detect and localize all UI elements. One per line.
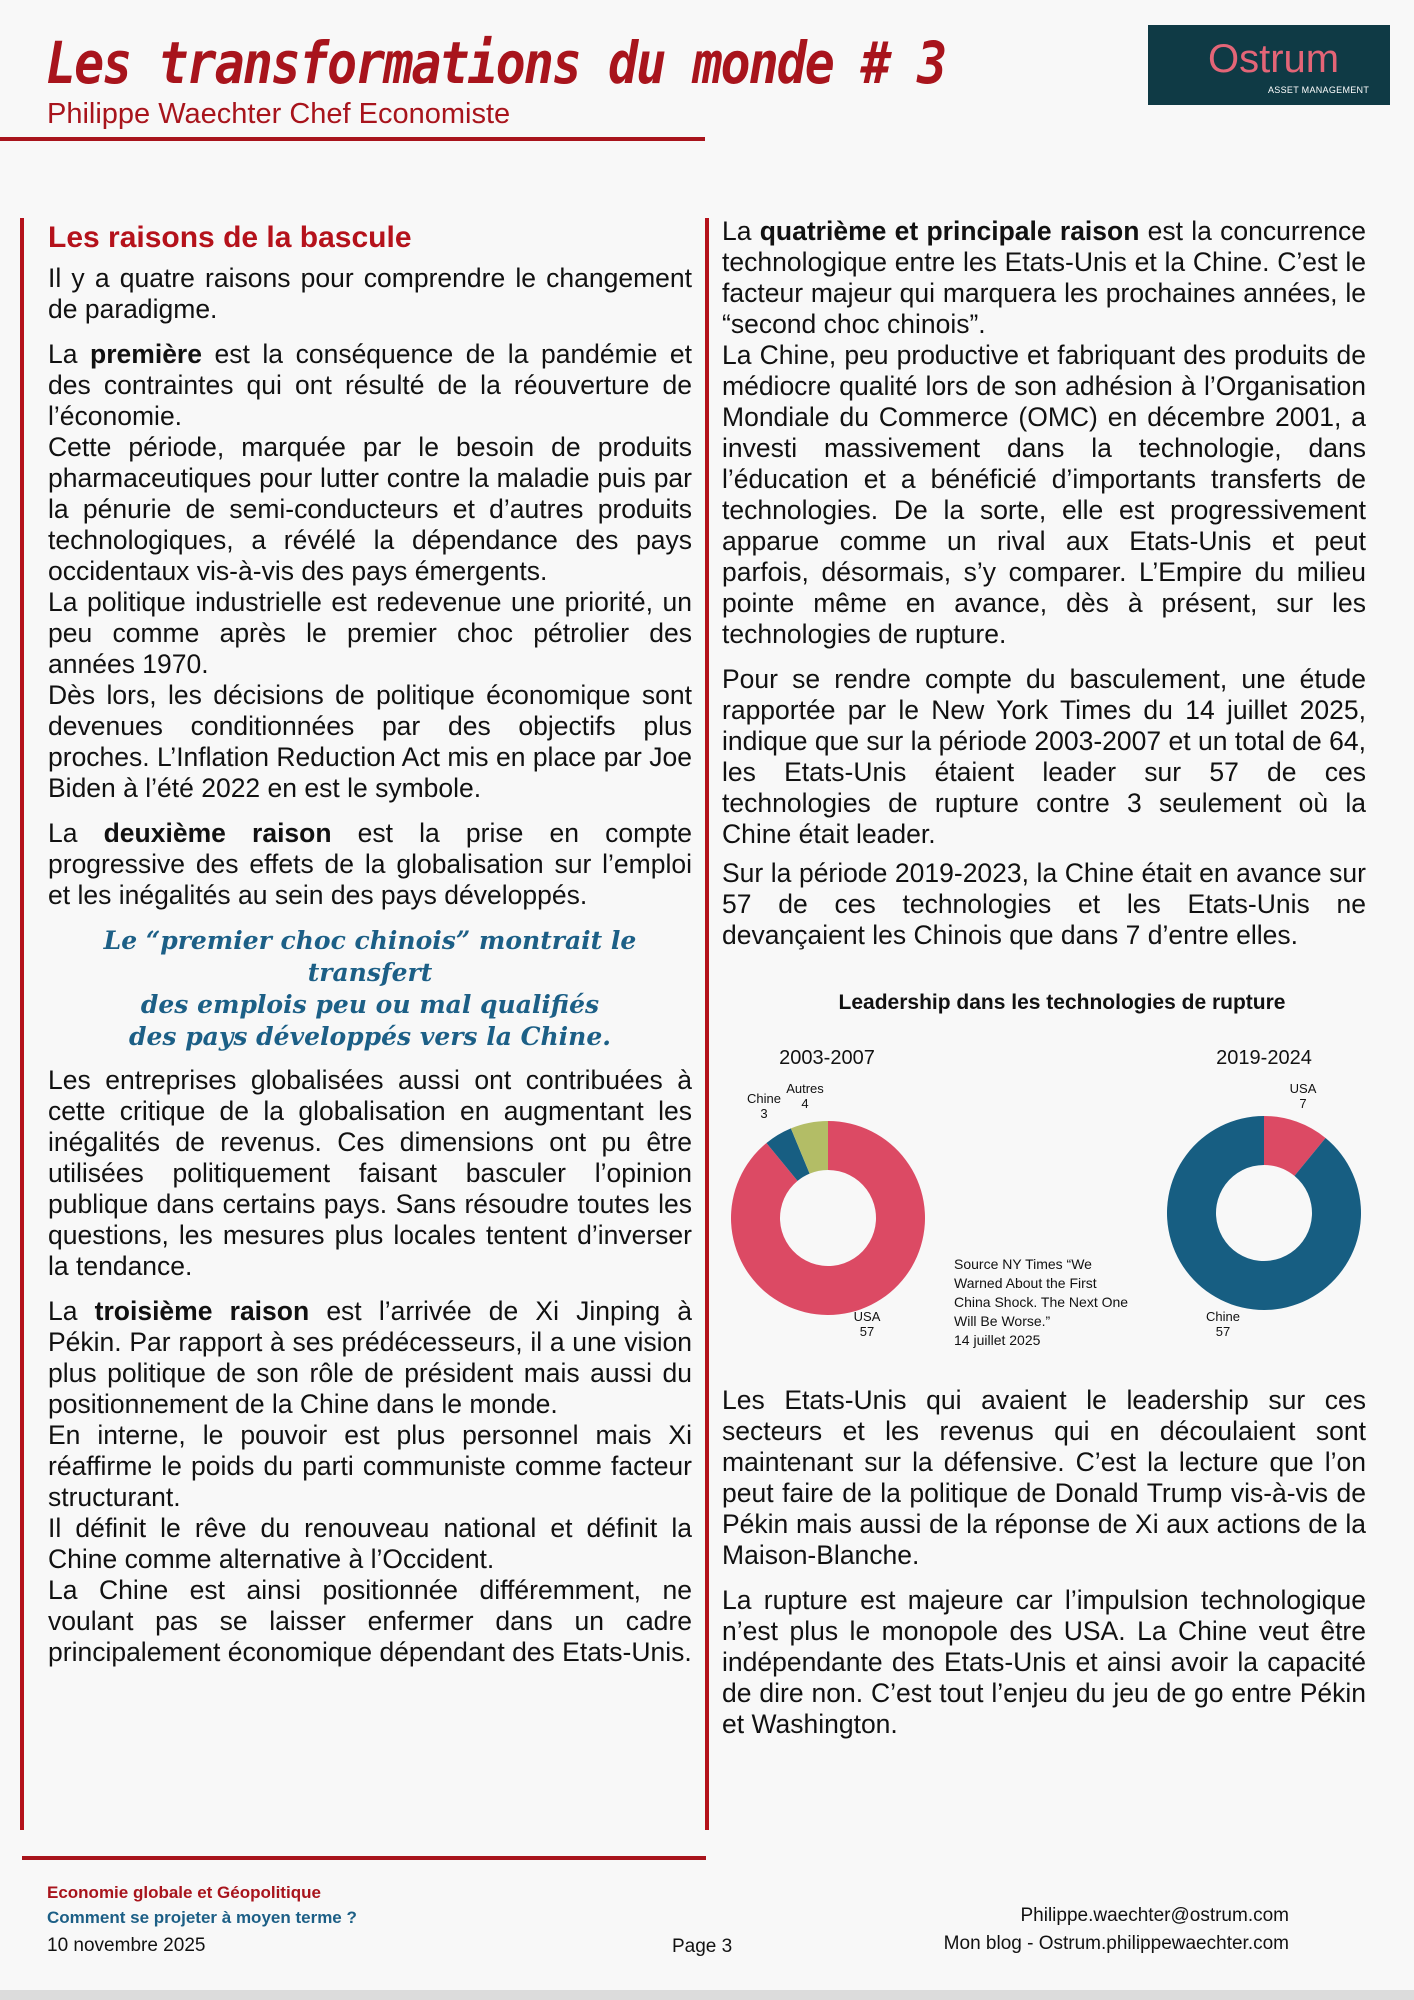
- paragraph: Les Etats-Unis qui avaient le leadership sur ces secteurs et les revenus qui en découlaient sont maintenant sur la défensive. C’est la lecture que l’on peut faire de la politique de Donald Trump vis-à-vis de Pékin mais aussi de la réponse de Xi aux actions de la Maison-Blanche.: [722, 1385, 1366, 1570]
- ostrum-logo: [1148, 25, 1390, 105]
- paragraph: La politique industrielle est redevenue une priorité, un peu comme après le premier choc pétrolier des années 1970.: [48, 587, 692, 679]
- paragraph: En interne, le pouvoir est plus personnel mais Xi réaffirme le poids du parti communiste comme facteur structurant.: [48, 1420, 692, 1512]
- paragraph: La Chine, peu productive et fabriquant des produits de médiocre qualité lors de son adhésion à l’Organisation Mondiale du Commerce (OMC) en décembre 2001, a investi massivement dans la technologie, dans l’éducation et a bénéficié d’importants transferts de technologies. De la sorte, elle est progressivement apparue comme un rival aux Etats-Unis et peut parfois, désormais, s’y comparer. L’Empire du milieu pointe même en avance, dès à présent, sur les technologies de rupture.: [722, 340, 1366, 649]
- logo-name: Ostrum: [1208, 37, 1340, 81]
- paragraph: La Chine est ainsi positionnée différemment, ne voulant pas se laisser enfermer dans un cadre principalement économique dépendant des Etats-Unis.: [48, 1575, 692, 1667]
- left-column-bar: [20, 218, 24, 1830]
- right-column-bar: [705, 218, 709, 1830]
- footer-question: Comment se projeter à moyen terme ?: [47, 1908, 357, 1927]
- paragraph: Cette période, marquée par le besoin de produits pharmaceutiques pour lutter contre la maladie puis par la pénurie de semi-conducteurs et d’autres produits technologiques, a révélé la dépendance des pays occidentaux vis-à-vis des pays émergents.: [48, 432, 692, 586]
- chart-title: Leadership dans les technologies de rupture: [838, 991, 1286, 1014]
- footer-divider: [22, 1856, 706, 1860]
- c2-label-usa: USA 7: [1289, 1081, 1317, 1111]
- footer-date: 10 novembre 2025: [47, 1935, 206, 1956]
- paragraph: Il y a quatre raisons pour comprendre le changement de paradigme.: [48, 263, 692, 324]
- paragraph: Sur la période 2019-2023, la Chine était en avance sur 57 de ces technologies et les Etats-Unis ne devançaient les Chinois que dans 7 d’entre elles.: [722, 858, 1366, 950]
- c1-label-usa: USA 57: [853, 1309, 881, 1339]
- page-number: Page 3: [672, 1936, 733, 1957]
- paragraph: Dès lors, les décisions de politique économique sont devenues conditionnées par des objectifs plus proches. L’Inflation Reduction Act mis en place par Joe Biden à l’été 2022 en est le symbole.: [48, 680, 692, 803]
- c2-label-chine: Chine 57: [1206, 1309, 1240, 1339]
- footer-blog[interactable]: Mon blog - Ostrum.philippewaechter.com: [943, 1933, 1289, 1954]
- donut-charts: [710, 965, 1414, 1375]
- paragraph: La rupture est majeure car l’impulsion technologique n’est plus le monopole des USA. La Chine veut être indépendante des Etats-Unis et ainsi avoir la capacité de dire non. C’est tout l’enjeu du jeu de go entre Pékin et Washington.: [722, 1585, 1366, 1739]
- left-column: [48, 216, 692, 1668]
- paragraph: Pour se rendre compte du basculement, une étude rapportée par le New York Times du 14 juillet 2025, indique que sur la période 2003-2007 et un total de 64, les Etats-Unis étaient leader sur 57 de ces technologies de rupture contre 3 seulement où la Chine était leader.: [722, 664, 1366, 849]
- donut2-slice-chine: [1167, 1116, 1361, 1310]
- paragraph: La deuxième raison est la prise en compte progressive des effets de la globalisation sur l’emploi et les inégalités au sein des pays développés.: [48, 818, 693, 910]
- header-divider: [0, 137, 705, 141]
- paragraph: Les entreprises globalisées aussi ont contribuées à cette critique de la globalisation en augmentant les inégalités de revenus. Ces dimensions ont pu être utilisées politiquement faisant basculer l’opinion publique dans certains pays. Sans résoudre toutes les questions, les mesures plus locales tentent d’inverser la tendance.: [48, 1065, 692, 1281]
- paragraph: La quatrième et principale raison est la concurrence technologique entre les Etats-Unis et la Chine. C’est le facteur majeur qui marquera les prochaines années, le “second choc chinois”.: [722, 216, 1366, 339]
- chart-source: Source NY Times “We Warned About the First China Shock. The Next One Will Be Worse.” 14 juillet 2025: [954, 1256, 1129, 1348]
- author-subtitle: Philippe Waechter Chef Economiste: [47, 98, 511, 130]
- paragraph: La première est la conséquence de la pandémie et des contraintes qui ont résulté de la réouverture de l’économie.: [48, 339, 693, 431]
- pull-quote: Le “premier choc chinois” montrait le transfert des emplois peu ou mal qualifiés des pays développés vers la Chine.: [103, 926, 637, 1051]
- paragraph: La troisième raison est l’arrivée de Xi Jinping à Pékin. Par rapport à ses prédécesseurs, il a une vision plus politique de son rôle de président mais aussi du positionnement de la Chine dans le monde.: [48, 1296, 692, 1419]
- chart1-period: 2003-2007: [779, 1047, 875, 1069]
- chart2-period: 2019-2024: [1216, 1047, 1312, 1069]
- footer-email[interactable]: Philippe.waechter@ostrum.com: [1020, 1905, 1289, 1926]
- section-heading: Les raisons de la bascule: [48, 221, 412, 254]
- bottom-bar: [0, 1990, 1414, 2000]
- c1-label-chine: Chine 3: [747, 1091, 781, 1121]
- right-column: [722, 216, 1366, 1754]
- c1-label-autres: Autres 4: [786, 1081, 824, 1111]
- footer-topic: Economie globale et Géopolitique: [47, 1883, 321, 1902]
- paragraph: Il définit le rêve du renouveau national et définit la Chine comme alternative à l’Occident.: [48, 1513, 692, 1574]
- page-title: Les transformations du monde # 3: [46, 30, 946, 97]
- logo-subtitle: ASSET MANAGEMENT: [1268, 85, 1370, 95]
